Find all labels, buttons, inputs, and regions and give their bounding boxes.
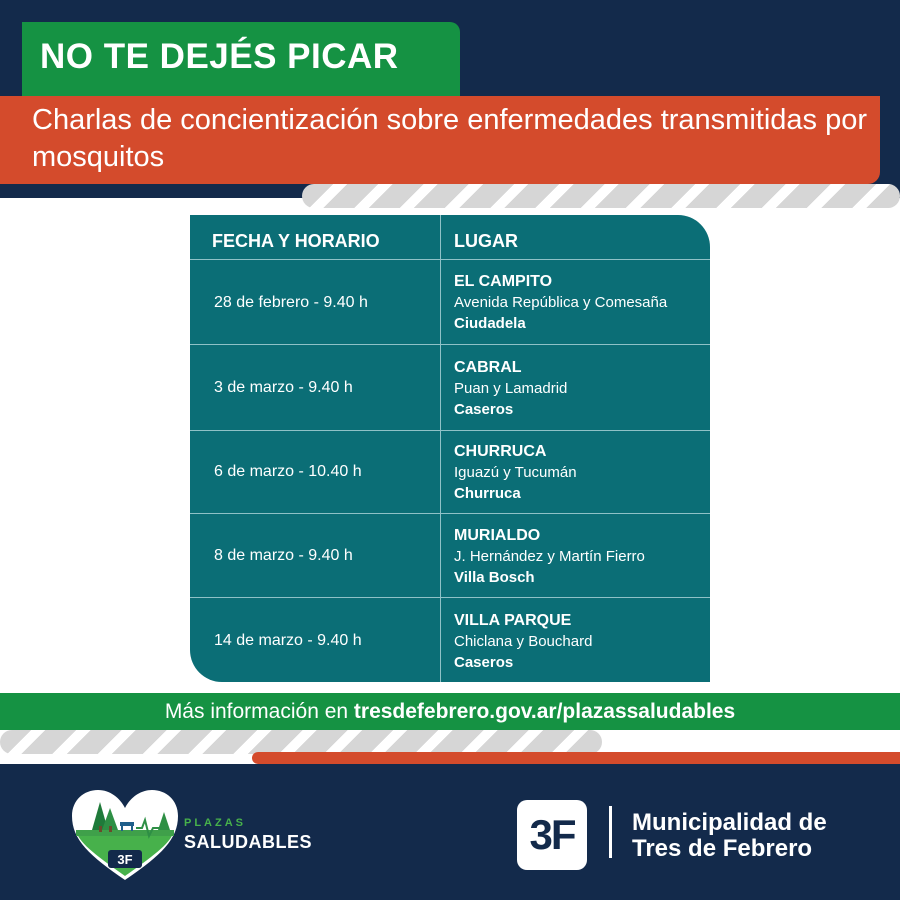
title-banner xyxy=(22,22,460,96)
place-city: Ciudadela xyxy=(454,315,526,332)
place-name: EL CAMPITO xyxy=(454,273,553,290)
subtitle-banner xyxy=(0,96,880,184)
row-date: 14 de marzo - 9.40 h xyxy=(214,632,362,649)
table-row-place xyxy=(454,357,567,420)
place-name: CHURRUCA xyxy=(454,443,547,460)
row-divider xyxy=(190,344,710,345)
place-city: Churruca xyxy=(454,485,521,502)
schedule-table xyxy=(190,215,710,682)
header-place: LUGAR xyxy=(454,231,518,251)
place-address: Puan y Lamadrid xyxy=(454,380,568,397)
heart-badge-text: 3F xyxy=(117,852,133,867)
row-date: 6 de marzo - 10.40 h xyxy=(214,463,362,480)
page-subtitle: Charlas de concientización sobre enfermedades transmitidas por mosquitos xyxy=(32,104,867,173)
top-stripe-decoration xyxy=(302,184,900,208)
more-info-link[interactable]: tresdefebrero.gov.ar/plazassaludables xyxy=(353,700,736,723)
table-row-place xyxy=(454,610,592,673)
column-divider xyxy=(440,215,441,682)
page-title: NO TE DEJÉS PICAR xyxy=(40,37,399,76)
table-row-place xyxy=(454,441,577,504)
place-name: VILLA PARQUE xyxy=(454,612,572,629)
more-info-bar xyxy=(0,693,900,730)
place-address: J. Hernández y Martín Fierro xyxy=(454,548,645,565)
table-row-place xyxy=(454,525,645,588)
municipality-line-2: Tres de Febrero xyxy=(632,835,813,862)
place-name: CABRAL xyxy=(454,359,522,376)
place-address: Iguazú y Tucumán xyxy=(454,464,577,481)
place-address: Chiclana y Bouchard xyxy=(454,633,593,650)
place-name: MURIALDO xyxy=(454,527,541,544)
saludables-label: SALUDABLES xyxy=(184,832,313,852)
place-address: Avenida República y Comesaña xyxy=(454,294,668,311)
row-divider xyxy=(190,430,710,431)
header-date: FECHA Y HORARIO xyxy=(212,231,380,251)
more-info-prefix: Más información en xyxy=(164,700,349,723)
row-divider xyxy=(190,259,710,260)
bottom-stripe-decoration xyxy=(0,730,602,754)
row-date: 8 de marzo - 9.40 h xyxy=(214,547,353,564)
place-city: Caseros xyxy=(454,654,514,671)
table-row-place xyxy=(454,271,667,334)
plazas-label: PLAZAS xyxy=(184,817,246,829)
municipality-logo: 3F xyxy=(517,800,587,870)
row-divider xyxy=(190,513,710,514)
heart-park-icon xyxy=(70,790,180,882)
municipality-name xyxy=(632,810,827,862)
logo-divider xyxy=(609,806,612,858)
row-date: 28 de febrero - 9.40 h xyxy=(214,294,368,311)
red-accent-line xyxy=(252,752,900,764)
municipality-line-1: Municipalidad de xyxy=(632,809,827,836)
place-city: Villa Bosch xyxy=(454,569,535,586)
row-divider xyxy=(190,597,710,598)
place-city: Caseros xyxy=(454,401,514,418)
row-date: 3 de marzo - 9.40 h xyxy=(214,379,353,396)
